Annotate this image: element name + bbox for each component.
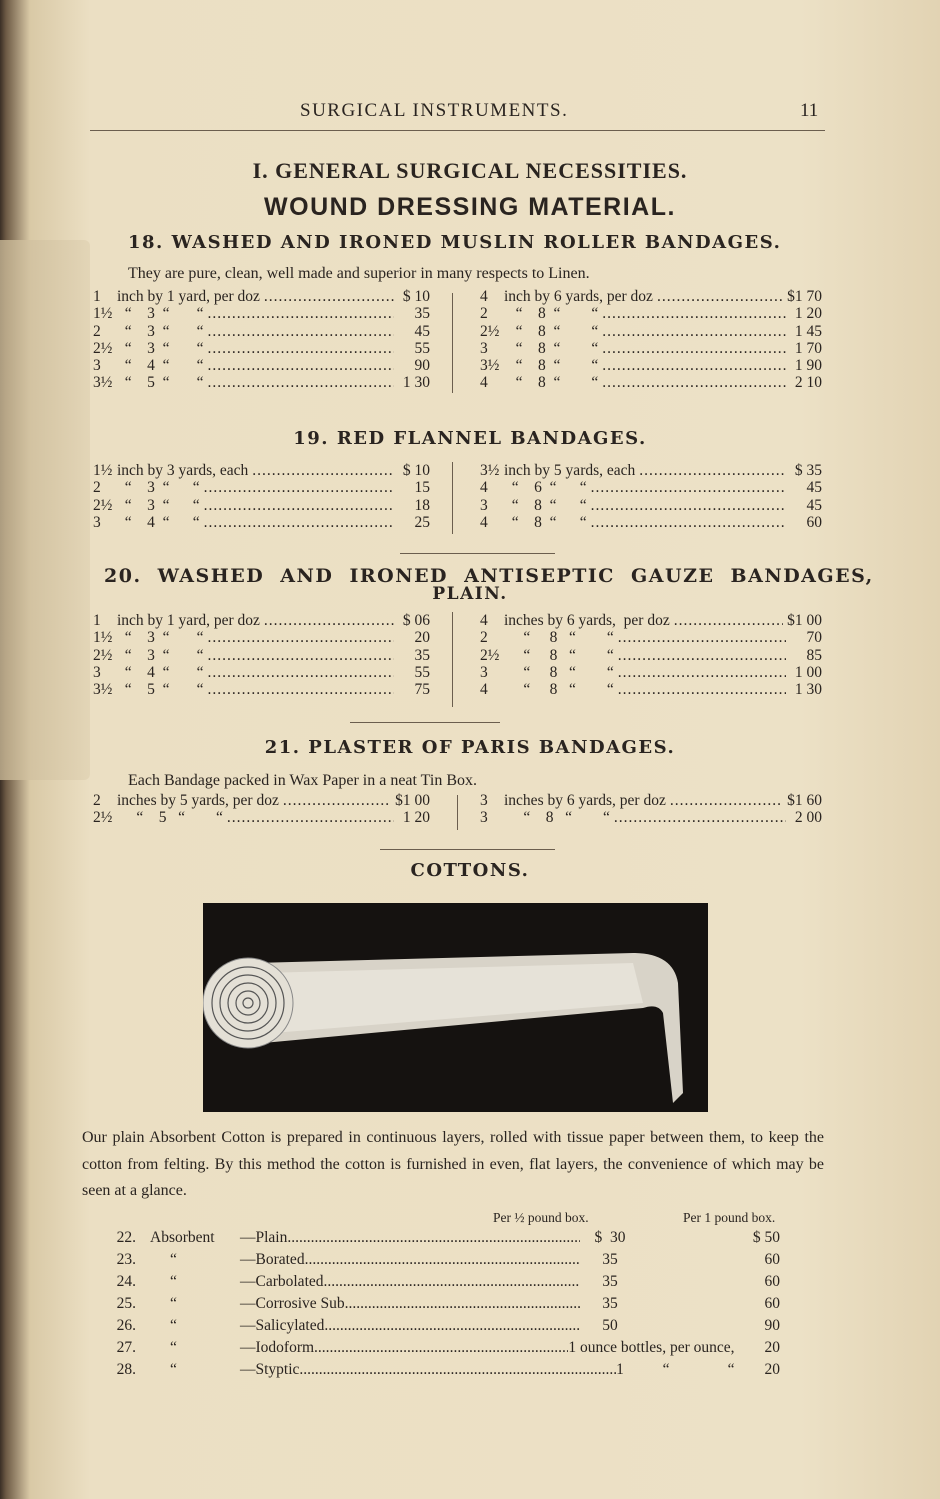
item-variant: —Plain (240, 1229, 288, 1246)
leader-dots (252, 462, 394, 479)
price-row (480, 809, 822, 826)
price-value: 15 (414, 479, 430, 497)
price-value: 60 (806, 513, 822, 531)
size-value: 1 (93, 288, 101, 305)
price-row (93, 479, 430, 496)
one-pound-price: 90 (764, 1317, 780, 1334)
size-value: 1½ (93, 462, 113, 479)
price-row (93, 514, 430, 531)
cottons-description: Our plain Absorbent Cotton is prepared in continuous layers, rolled with tissue paper between them, to keep the cotton from felting. By this method the cotton is furnished in even, flat layers, the convenience of which may be seen at a glance. (82, 1129, 824, 1199)
price-value: $ 10 (402, 462, 430, 479)
leader-dots (314, 1339, 568, 1357)
size-description: “ 8 “ “ (504, 357, 599, 375)
price-value: 1 70 (794, 339, 822, 357)
price-row (93, 288, 430, 305)
leader-dots (208, 357, 394, 374)
price-value: $1 70 (787, 288, 822, 305)
price-row (480, 479, 822, 496)
price-value: 85 (806, 646, 822, 664)
size-description: “ 8 “ “ (504, 646, 614, 664)
item-variant: —Carbolated (240, 1273, 324, 1290)
size-value: 3 (480, 496, 488, 514)
price-value: 1 90 (794, 357, 822, 375)
price-row (480, 497, 822, 514)
cotton-row (90, 1251, 830, 1273)
section-rule (350, 722, 500, 723)
size-value: 2½ (480, 322, 500, 340)
size-value: 2 (93, 322, 101, 340)
item-variant: —Styptic (240, 1361, 300, 1378)
size-value: 3 (480, 339, 488, 357)
price-row (93, 462, 430, 479)
size-value: 2½ (480, 646, 500, 664)
price-value: 1 20 (402, 809, 430, 827)
price-row (93, 374, 430, 391)
item-number: 26. (116, 1317, 136, 1334)
leader-dots (204, 479, 394, 496)
price-row (93, 809, 430, 826)
size-value: 3 (93, 663, 101, 681)
price-row (480, 374, 822, 391)
size-description: “ 8 “ “ (504, 809, 610, 827)
running-header: SURGICAL INSTRUMENTS. (300, 100, 569, 121)
leader-dots (208, 374, 394, 391)
size-description: inch by 5 yards, each (504, 462, 636, 479)
section-subtitle: WOUND DRESSING MATERIAL. (264, 193, 676, 221)
price-row (480, 664, 822, 681)
leader-dots (591, 514, 786, 531)
item-variant: —Salicylated (240, 1317, 325, 1334)
size-value: 1½ (93, 629, 113, 647)
price-value: 18 (414, 496, 430, 514)
leader-dots (639, 462, 786, 479)
leader-dots (208, 323, 394, 340)
item-prefix: “ (170, 1317, 177, 1334)
item-number: 24. (116, 1273, 136, 1290)
price-value: $ 10 (402, 288, 430, 305)
price-row (480, 681, 822, 698)
one-pound-price: 60 (764, 1251, 780, 1268)
one-pound-price: 20 (764, 1339, 780, 1356)
size-value: 4 (480, 513, 488, 531)
half-pound-price: 1 ounce bottles, per ounce, (568, 1339, 735, 1356)
leader-dots (618, 664, 786, 681)
column-divider (452, 462, 453, 534)
size-description: “ 8 “ “ (504, 513, 587, 531)
one-pound-price: 20 (764, 1361, 780, 1378)
leader-dots (299, 1361, 616, 1379)
size-description: “ 5 “ “ (117, 809, 223, 827)
price-row (93, 340, 430, 357)
size-value: 1 (93, 612, 101, 629)
price-row (93, 664, 430, 681)
leader-dots (208, 681, 394, 698)
cotton-row (90, 1229, 830, 1251)
price-value: 25 (414, 513, 430, 531)
size-value: 2 (93, 792, 101, 809)
size-description: “ 8 “ “ (504, 629, 614, 647)
cottons-price-list (90, 1210, 830, 1383)
s20-title-cont: PLAIN. (432, 584, 508, 604)
size-value: 4 (480, 374, 488, 392)
price-row (480, 462, 822, 479)
s20-title: 20. WASHED AND IRONED ANTISEPTIC GAUZE BANDAGES, (104, 565, 874, 587)
price-row (480, 629, 822, 646)
leader-dots (618, 629, 786, 646)
cotton-row (90, 1295, 830, 1317)
leader-dots (208, 340, 394, 357)
half-pound-price: 35 (602, 1295, 618, 1312)
leader-dots (602, 305, 786, 322)
size-description: “ 4 “ “ (117, 663, 204, 681)
size-description: “ 3 “ “ (117, 479, 200, 497)
header-rule (90, 130, 825, 131)
col-header-half-pound: Per ½ pound box. (493, 1210, 589, 1225)
size-value: 4 (480, 681, 488, 699)
price-value: 55 (414, 339, 430, 357)
price-value: 20 (414, 629, 430, 647)
item-prefix: Absorbent (150, 1229, 215, 1246)
size-description: “ 3 “ “ (117, 646, 204, 664)
size-value: 3 (93, 513, 101, 531)
item-prefix: “ (170, 1295, 177, 1312)
price-row (93, 629, 430, 646)
size-value: 3 (480, 792, 488, 809)
size-value: 4 (480, 612, 488, 629)
price-row (480, 792, 822, 809)
leader-dots (264, 288, 394, 305)
size-description: “ 6 “ “ (504, 479, 587, 497)
s18-intro: They are pure, clean, well made and superior in many respects to Linen. (128, 265, 590, 282)
price-value: $1 00 (787, 612, 822, 629)
size-description: inches by 6 yards, per doz (504, 612, 670, 629)
item-number: 25. (116, 1295, 136, 1312)
price-value: 1 30 (402, 374, 430, 392)
leader-dots (324, 1273, 580, 1291)
price-value: 1 20 (794, 305, 822, 323)
price-value: 45 (806, 496, 822, 514)
s18-left-table (93, 288, 430, 392)
size-value: 3½ (93, 374, 113, 392)
size-description: “ 5 “ “ (117, 681, 204, 699)
price-value: 35 (414, 305, 430, 323)
leader-dots (674, 612, 783, 629)
leader-dots (283, 792, 391, 809)
leader-dots (618, 681, 786, 698)
price-row (480, 514, 822, 531)
price-value: 35 (414, 646, 430, 664)
price-row (93, 305, 430, 322)
section-rule (400, 553, 555, 554)
one-pound-price: 60 (764, 1273, 780, 1290)
size-description: “ 8 “ “ (504, 681, 614, 699)
size-description: “ 8 “ “ (504, 305, 599, 323)
size-value: 2½ (93, 809, 113, 827)
price-row (480, 612, 822, 629)
leader-dots (657, 288, 783, 305)
leader-dots (349, 1295, 581, 1313)
leader-dots (208, 647, 394, 664)
price-value: $1 60 (787, 792, 822, 809)
price-row (93, 647, 430, 664)
size-value: 2½ (93, 496, 113, 514)
leader-dots (602, 357, 786, 374)
one-pound-price: 60 (764, 1295, 780, 1312)
price-row (480, 647, 822, 664)
price-row (480, 323, 822, 340)
leader-dots (602, 340, 786, 357)
item-number: 27. (116, 1339, 136, 1356)
leader-dots (208, 629, 394, 646)
cotton-row (90, 1361, 830, 1383)
leader-dots (670, 792, 783, 809)
price-value: 90 (414, 357, 430, 375)
half-pound-price: $ 30 (594, 1229, 626, 1246)
size-description: “ 8 “ “ (504, 322, 599, 340)
cotton-roll-illustration (203, 903, 708, 1112)
size-description: “ 4 “ “ (117, 357, 204, 375)
size-description: “ 3 “ “ (117, 629, 204, 647)
item-number: 28. (116, 1361, 136, 1378)
size-description: “ 5 “ “ (117, 374, 204, 392)
page-number: 11 (800, 100, 819, 121)
price-value: 45 (806, 479, 822, 497)
leader-dots (614, 809, 786, 826)
item-variant: —Corrosive Sub. (240, 1295, 349, 1312)
half-pound-price: 1 “ “ (616, 1361, 735, 1378)
item-variant: —Borated (240, 1251, 305, 1268)
size-description: “ 3 “ “ (117, 322, 204, 340)
size-description: inches by 5 yards, per doz (117, 792, 279, 809)
price-row (480, 305, 822, 322)
leader-dots (204, 497, 394, 514)
size-description: “ 4 “ “ (117, 513, 200, 531)
leader-dots (208, 305, 394, 322)
size-description: “ 8 “ “ (504, 374, 599, 392)
size-value: 2½ (93, 339, 113, 357)
s19-right-table (480, 462, 822, 531)
leader-dots (208, 664, 394, 681)
size-value: 3½ (480, 357, 500, 375)
leader-dots (324, 1317, 580, 1335)
col-header-one-pound: Per 1 pound box. (683, 1210, 776, 1225)
s19-left-table (93, 462, 430, 531)
s21-right-table (480, 792, 822, 827)
price-value: 1 45 (794, 322, 822, 340)
one-pound-price: $ 50 (752, 1229, 780, 1246)
price-row (93, 323, 430, 340)
item-variant: —Iodoform (240, 1339, 315, 1356)
size-description: “ 8 “ “ (504, 339, 599, 357)
leader-dots (618, 647, 786, 664)
price-row (480, 340, 822, 357)
size-value: 4 (480, 288, 488, 305)
size-description: “ 3 “ “ (117, 496, 200, 514)
price-value: 2 10 (794, 374, 822, 392)
price-row (93, 792, 430, 809)
price-value: 1 00 (794, 663, 822, 681)
size-description: “ 3 “ “ (117, 339, 204, 357)
size-value: 2 (480, 305, 488, 323)
price-value: 45 (414, 322, 430, 340)
cottons-title: COTTONS. (410, 860, 530, 881)
chapter-title: I. GENERAL SURGICAL NECESSITIES. (252, 158, 688, 183)
size-value: 3½ (93, 681, 113, 699)
cotton-row (90, 1273, 830, 1295)
s18-right-table (480, 288, 822, 392)
size-description: “ 3 “ “ (117, 305, 204, 323)
size-value: 2½ (93, 646, 113, 664)
s21-title: 21. PLASTER OF PARIS BANDAGES. (264, 737, 676, 758)
leader-dots (264, 612, 394, 629)
half-pound-price: 35 (602, 1251, 618, 1268)
cotton-row (90, 1339, 830, 1361)
size-value: 3 (480, 663, 488, 681)
size-value: 4 (480, 479, 488, 497)
price-row (93, 612, 430, 629)
size-description: inch by 1 yard, per doz (117, 612, 260, 629)
price-row (480, 357, 822, 374)
item-number: 23. (116, 1251, 136, 1268)
item-prefix: “ (170, 1273, 177, 1290)
item-prefix: “ (170, 1339, 177, 1356)
leader-dots (287, 1229, 580, 1247)
size-description: inches by 6 yards, per doz (504, 792, 666, 809)
leader-dots (602, 323, 786, 340)
price-row (93, 357, 430, 374)
column-divider (452, 612, 453, 707)
size-value: 2 (480, 629, 488, 647)
size-description: inch by 1 yard, per doz (117, 288, 260, 305)
price-value: 2 00 (794, 809, 822, 827)
price-value: 1 30 (794, 681, 822, 699)
item-prefix: “ (170, 1361, 177, 1378)
s20-right-table (480, 612, 822, 698)
leader-dots (305, 1251, 580, 1269)
half-pound-price: 35 (602, 1273, 618, 1290)
size-description: inch by 6 yards, per doz (504, 288, 653, 305)
column-divider (457, 795, 458, 830)
size-value: 1½ (93, 305, 113, 323)
size-value: 3 (480, 809, 488, 827)
price-value: $1 00 (395, 792, 430, 809)
size-description: “ 8 “ “ (504, 663, 614, 681)
size-value: 3 (93, 357, 101, 375)
leader-dots (591, 497, 786, 514)
half-pound-price: 50 (602, 1317, 618, 1334)
leader-dots (204, 514, 394, 531)
leader-dots (602, 374, 786, 391)
s19-title: 19. RED FLANNEL BANDAGES. (293, 428, 647, 449)
cotton-row (90, 1317, 830, 1339)
s21-intro: Each Bandage packed in Wax Paper in a neat Tin Box. (128, 772, 477, 789)
column-divider (452, 293, 453, 393)
size-description: “ 8 “ “ (504, 496, 587, 514)
price-row (93, 497, 430, 514)
size-description: inch by 3 yards, each (117, 462, 249, 479)
price-row (93, 681, 430, 698)
item-number: 22. (116, 1229, 136, 1246)
s21-left-table (93, 792, 430, 827)
page-tab-edge (0, 240, 90, 780)
price-value: 55 (414, 663, 430, 681)
price-value: $ 35 (794, 462, 822, 479)
size-value: 3½ (480, 462, 500, 479)
s18-title: 18. WASHED AND IRONED MUSLIN ROLLER BANDAGES. (128, 232, 782, 253)
leader-dots (227, 809, 394, 826)
price-value: 70 (806, 629, 822, 647)
size-value: 2 (93, 479, 101, 497)
price-row (480, 288, 822, 305)
leader-dots (591, 479, 786, 496)
price-value: $ 06 (402, 612, 430, 629)
item-prefix: “ (170, 1251, 177, 1268)
price-value: 75 (414, 681, 430, 699)
section-rule (380, 849, 555, 850)
s20-left-table (93, 612, 430, 698)
